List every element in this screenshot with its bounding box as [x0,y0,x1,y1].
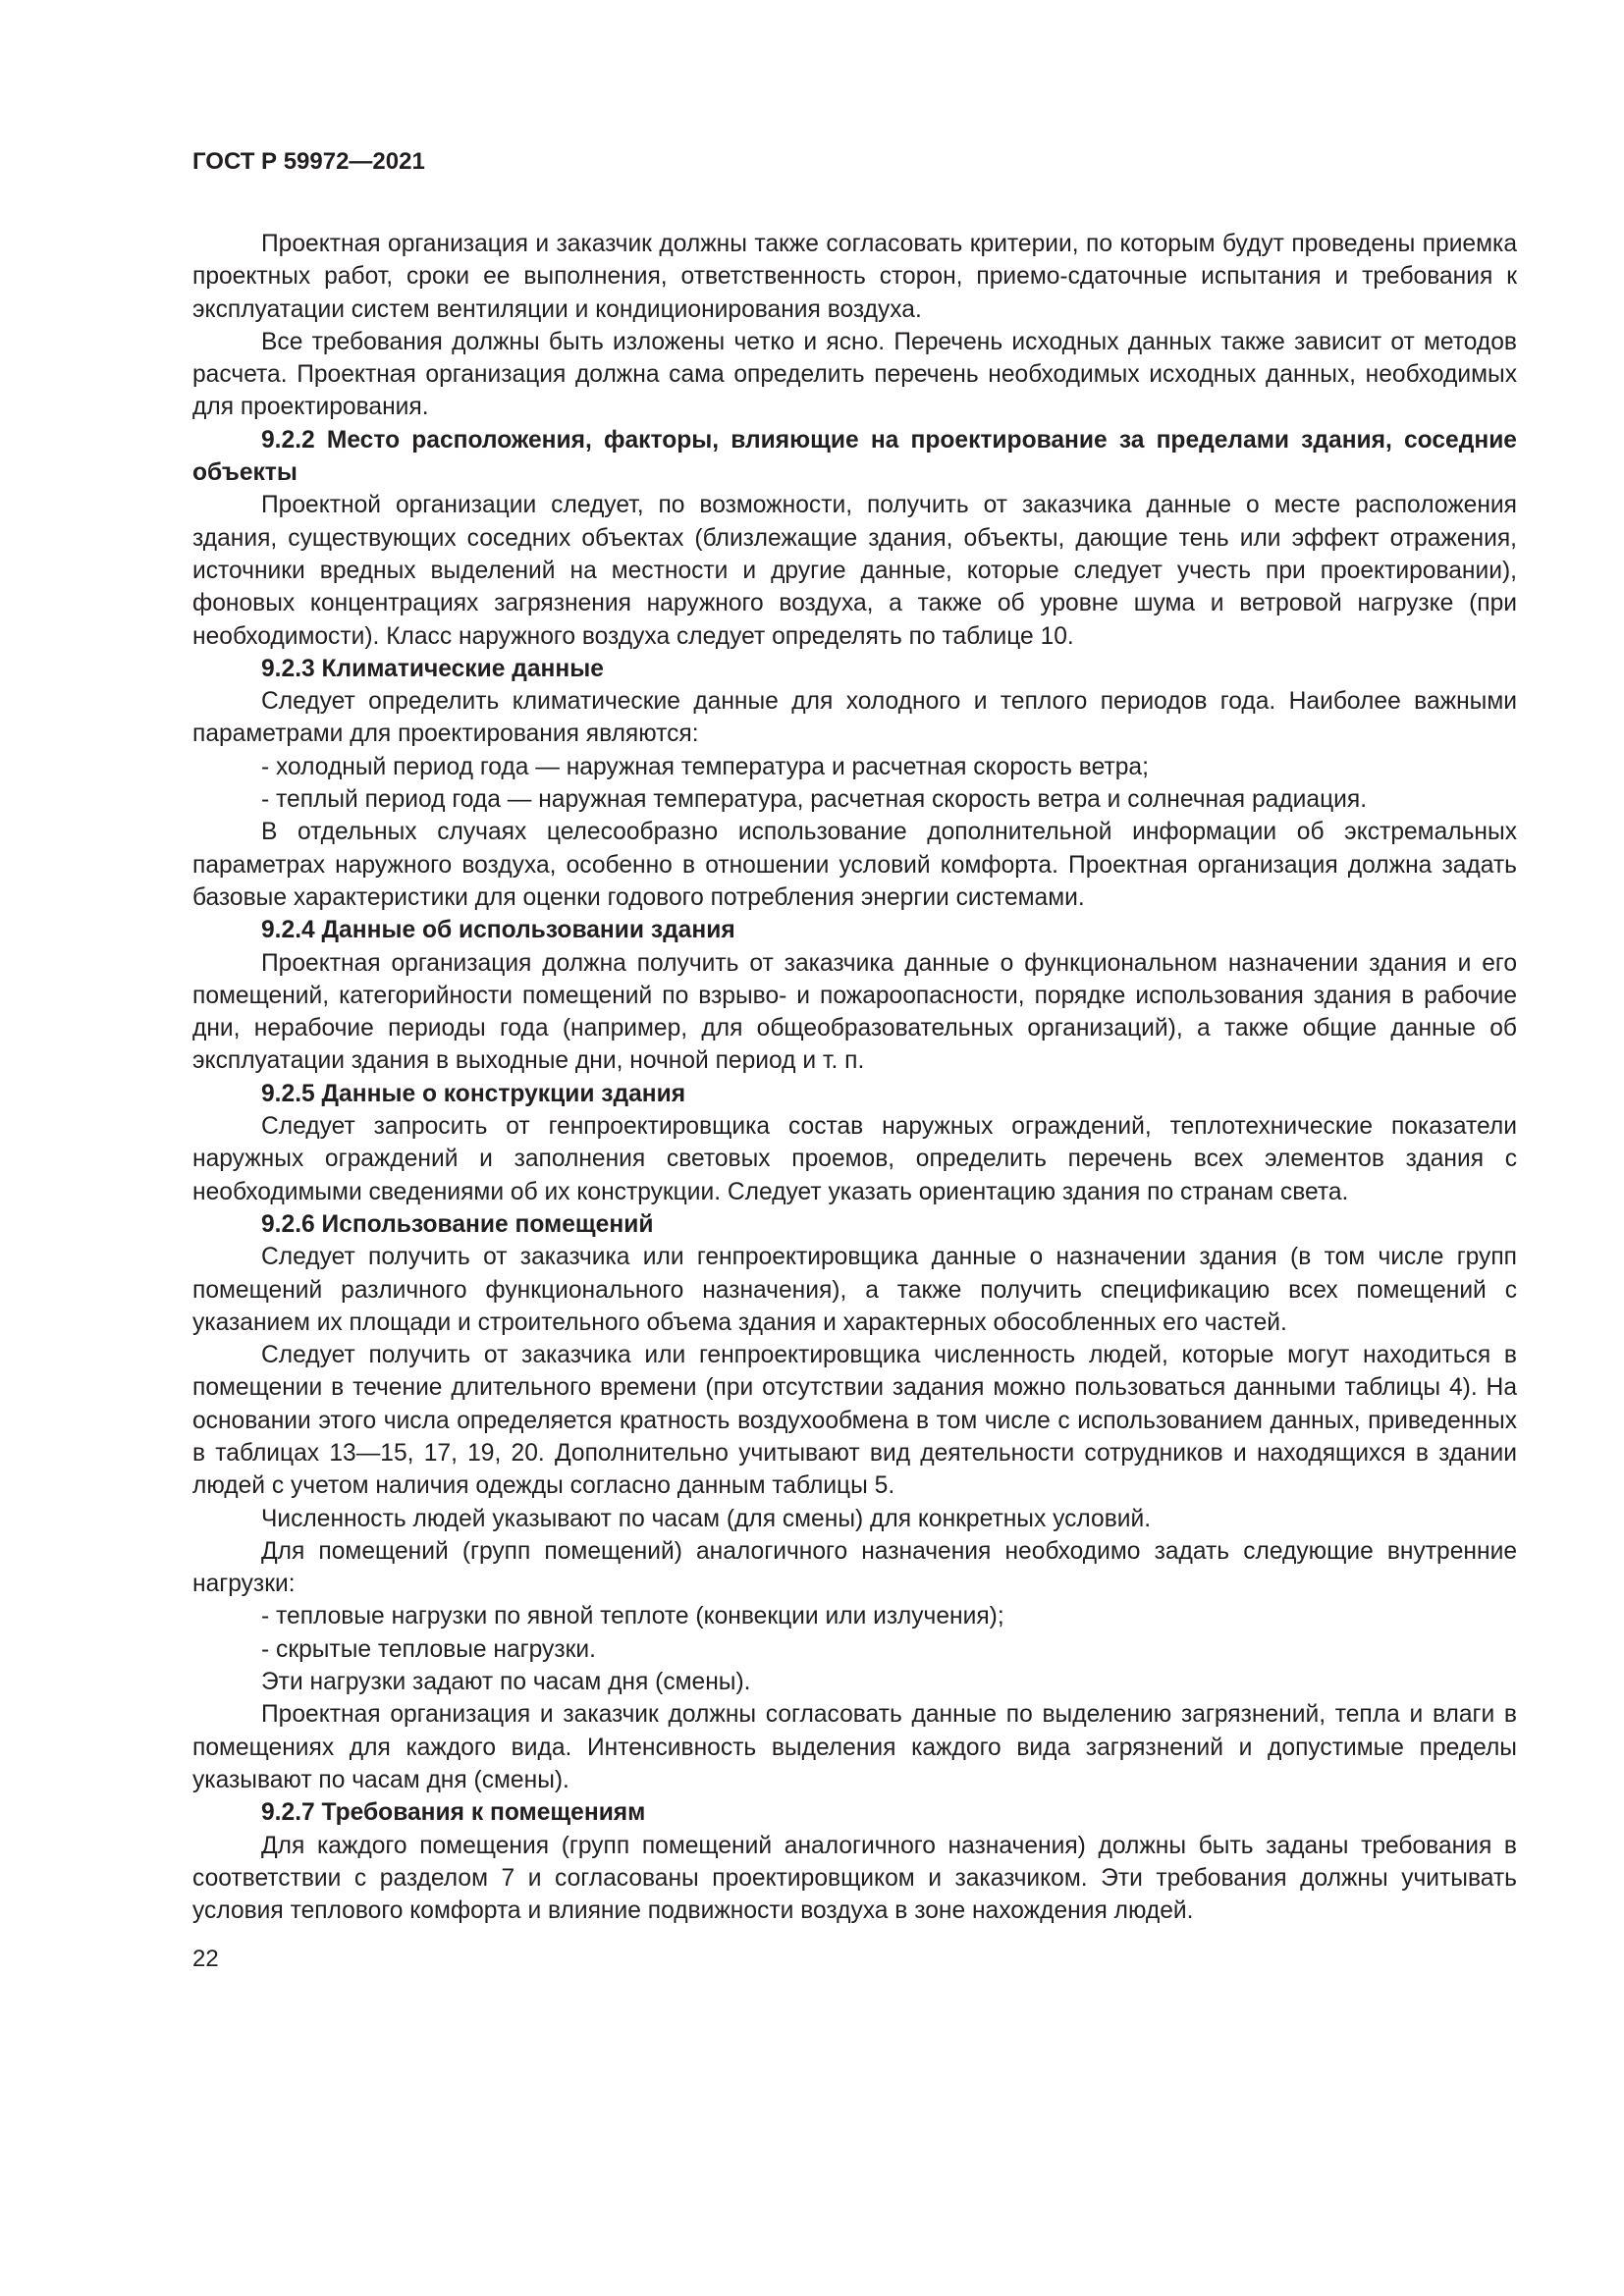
paragraph: Проектная организация и заказчик должны согласовать данные по выделению загрязнений, тепла и влаги в помещениях для каждого вида. Интенсивность выделения каждого вида загрязнений и допустимые пределы указывают по часам дня (смены). [192,1701,1517,1793]
section-heading: 9.2.5 Данные о конструкции здания [261,1080,686,1107]
section-heading: 9.2.3 Климатические данные [261,655,604,682]
paragraph: Следует запросить от генпроектировщика состав наружных ограждений, теплотехнические показатели наружных ограждений и заполнения световых проемов, определить перечень всех элементов здания с необходимыми сведениями об их конструкции. Следует указать ориентацию здания по странам света. [192,1113,1517,1205]
paragraph: Проектная организация и заказчик должны также согласовать критерии, по которым будут проведены приемка проектных работ, сроки ее выполнения, ответственность сторон, приемо-сдаточные испытания и требования к эксплуатации систем вентиляции и кондиционирования воздуха. [192,231,1517,323]
section-heading: 9.2.2 Место расположения, факторы, влияющие на проектирование за пределами здания, соседние объекты [192,426,1517,487]
list-item: - теплый период года — наружная температура, расчетная скорость ветра и солнечная радиация. [261,786,1368,814]
paragraph: Эти нагрузки задают по часам дня (смены). [261,1669,751,1696]
section-heading: 9.2.4 Данные об использовании здания [261,917,735,944]
paragraph: В отдельных случаях целесообразно использование дополнительной информации об экстремальных параметрах наружного воздуха, особенно в отношении условий комфорта. Проектная организация должна задать базовые характеристики для оценки годового потребления энергии системами. [192,819,1517,911]
paragraph: Проектной организации следует, по возможности, получить от заказчика данные о месте расположения здания, существующих соседних объектах (близлежащие здания, объекты, дающие тень или эффект отражения, источники вредных выделений на местности и другие данные, которые следует учесть при проектировании), фоновых концентрациях загрязнения наружного воздуха, а также об уровне шума и ветровой нагрузке (при необходимости). Класс наружного воздуха следует определять по таблице 10. [192,492,1517,650]
document-page [192,147,1517,1976]
paragraph: Проектная организация должна получить от заказчика данные о функциональном назначении здания и его помещений, категорийности помещений по взрыво- и пожароопасности, порядке использования здания в рабочие дни, нерабочие периоды года (например, для общеобразовательных организаций), а также общие данные об эксплуатации здания в выходные дни, ночной период и т. п. [192,949,1517,1075]
paragraph: Для каждого помещения (групп помещений аналогичного назначения) должны быть заданы требования в соответствии с разделом 7 и согласованы проектировщиком и заказчиком. Эти требования должны учитывать условия теплового комфорта и влияние подвижности воздуха в зоне нахождения людей. [192,1832,1517,1925]
paragraph: Численность людей указывают по часам (для смены) для конкретных условий. [261,1505,1152,1532]
section-heading: 9.2.7 Требования к помещениям [261,1799,646,1827]
paragraph: Следует определить климатические данные для холодного и теплого периодов года. Наиболее важными параметрами для проектирования являются: [192,688,1517,748]
paragraph: Все требования должны быть изложены четко и ясно. Перечень исходных данных также зависит от методов расчета. Проектная организация должна сама определить перечень необходимых исходных данных, необходимых для проектирования. [192,328,1517,421]
list-item: - холодный период года — наружная температура и расчетная скорость ветра; [261,753,1149,780]
paragraph: Для помещений (групп помещений) аналогичного назначения необходимо задать следующие внутренние нагрузки: [192,1537,1517,1598]
page-number: 22 [192,1946,219,1973]
document-body [192,228,1517,1927]
paragraph: Следует получить от заказчика или генпроектировщика численность людей, которые могут находиться в помещении в течение длительного времени (при отсутствии задания можно пользоваться данными таблицы 4). На основании этого числа определяется кратность воздухообмена в том числе с использованием данных, приведенных в таблицах 13—15, 17, 19, 20. Дополнительно учитывают вид деятельности сотрудников и находящихся в здании людей с учетом наличия одежды согласно данным таблицы 5. [192,1342,1517,1500]
document-header: ГОСТ Р 59972—2021 [192,148,425,175]
paragraph: Следует получить от заказчика или генпроектировщика данные о назначении здания (в том числе групп помещений различного функционального назначения), а также получить спецификацию всех помещений с указанием их площади и строительного объема здания и характерных обособленных его частей. [192,1244,1517,1336]
section-heading: 9.2.6 Использование помещений [261,1210,654,1238]
list-item: - тепловые нагрузки по явной теплоте (конвекции или излучения); [261,1603,1004,1630]
list-item: - скрытые тепловые нагрузки. [261,1635,596,1663]
